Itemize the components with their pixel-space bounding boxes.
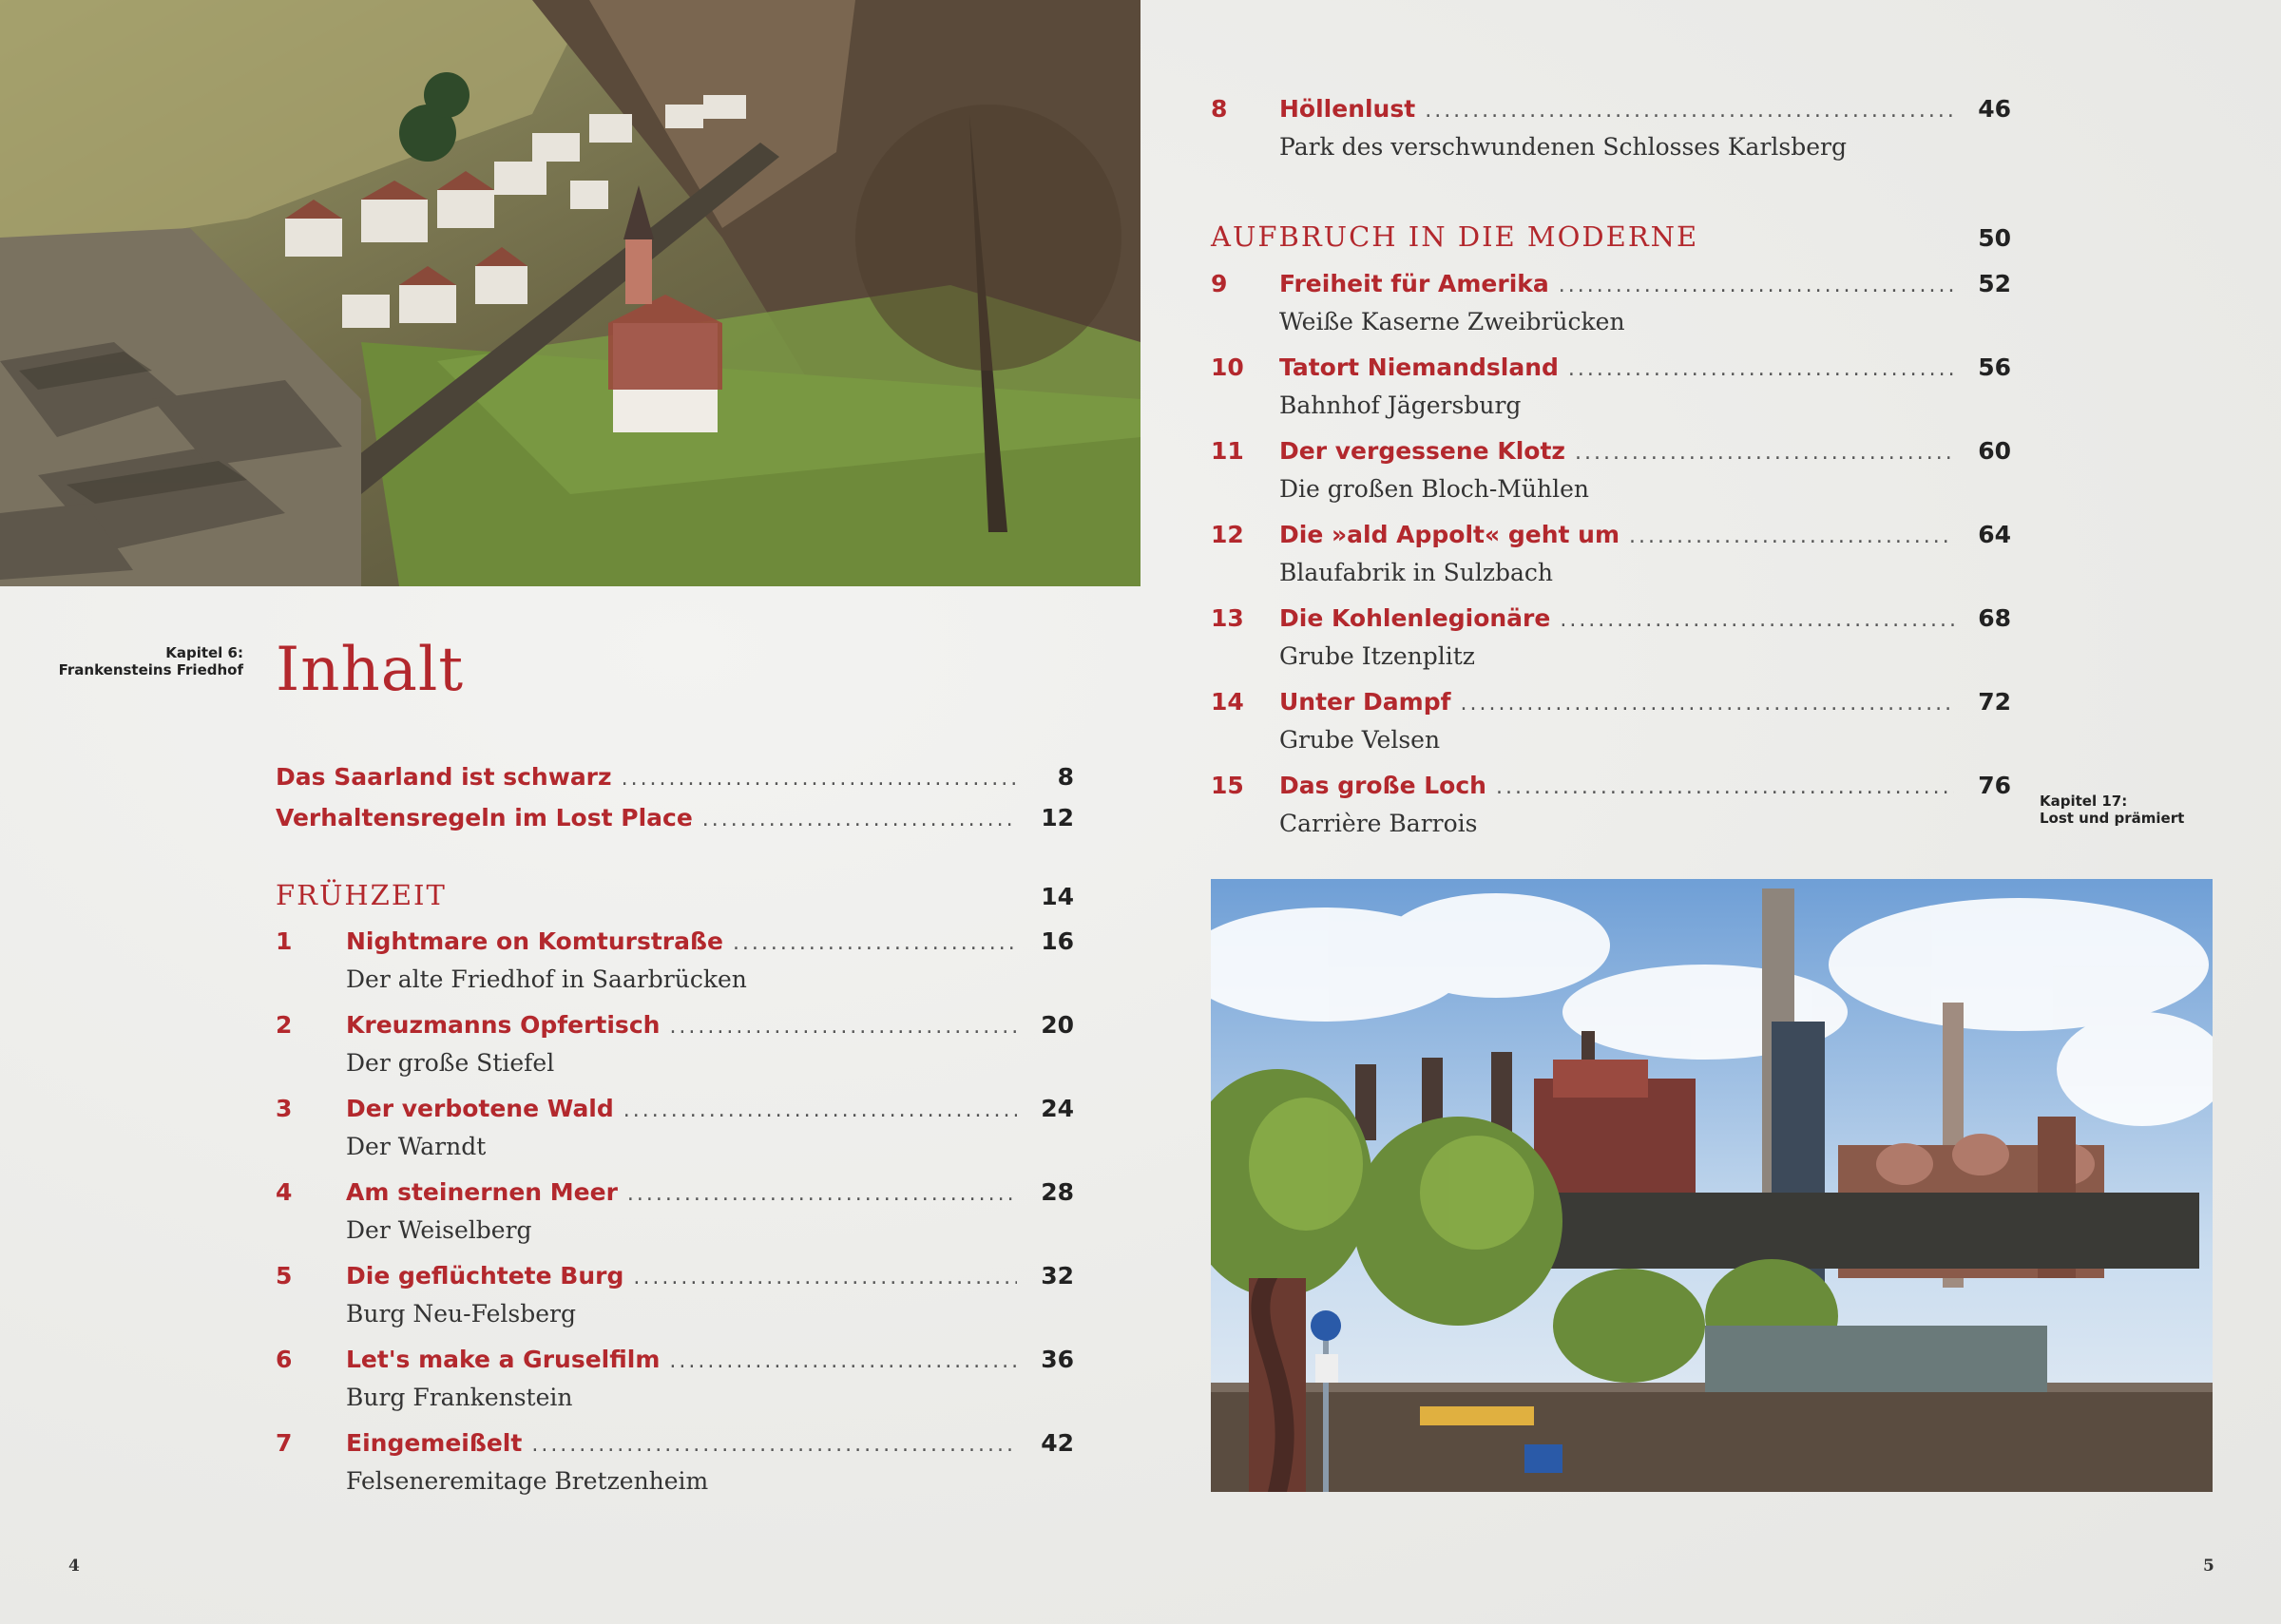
toc-entry-title: Verhaltensregeln im Lost Place — [276, 804, 693, 831]
toc-intro-entry[interactable] — [276, 804, 1074, 831]
toc-entry-number: 15 — [1211, 772, 1244, 799]
toc-entry[interactable] — [1279, 521, 2011, 548]
leader-dots — [1496, 775, 1954, 799]
toc-entry-number: 8 — [1211, 95, 1228, 123]
toc-page-number: 46 — [1978, 95, 2011, 123]
toc-entry-title: Am steinernen Meer — [346, 1178, 618, 1206]
leader-dots — [622, 767, 1017, 791]
photo-industrial-plant — [1211, 879, 2213, 1492]
toc-entry-subtitle: Grube Velsen — [1279, 726, 1441, 754]
photo-caption-left — [57, 644, 243, 678]
leader-dots — [1559, 274, 1954, 297]
toc-entry-subtitle: Der Weiselberg — [346, 1216, 532, 1244]
toc-page-number: 36 — [1041, 1346, 1074, 1373]
toc-page-number: 12 — [1041, 804, 1074, 831]
toc-entry-subtitle: Felseneremitage Bretzenheim — [346, 1467, 709, 1495]
toc-entry-title: Die Kohlenlegionäre — [1279, 604, 1551, 632]
toc-entry-subtitle: Der alte Friedhof in Saarbrücken — [346, 965, 747, 993]
toc-page-number: 76 — [1978, 772, 2011, 799]
caption-line: Frankensteins Friedhof — [58, 661, 243, 678]
toc-entry[interactable] — [1279, 772, 2011, 799]
page-title: Inhalt — [276, 635, 465, 705]
toc-entry[interactable] — [1279, 95, 2011, 123]
toc-page-number: 16 — [1041, 927, 1074, 955]
caption-line: Kapitel 6: — [165, 644, 243, 661]
toc-entry[interactable] — [1279, 688, 2011, 716]
toc-entry-title: Die »ald Appolt« geht um — [1279, 521, 1620, 548]
toc-entry-number: 5 — [276, 1262, 293, 1290]
toc-section-heading[interactable] — [1211, 220, 2011, 253]
leader-dots — [1629, 525, 1954, 548]
toc-entry[interactable] — [346, 1011, 1074, 1039]
toc-entry-subtitle: Grube Itzenplitz — [1279, 642, 1475, 670]
toc-entry-number: 1 — [276, 927, 293, 955]
toc-page-number: 14 — [1041, 883, 1074, 910]
caption-line: Kapitel 17: — [2040, 793, 2128, 810]
toc-entry-subtitle: Weiße Kaserne Zweibrücken — [1279, 308, 1625, 335]
toc-entry-title: Nightmare on Komturstraße — [346, 927, 723, 955]
toc-entry-subtitle: Die großen Bloch-Mühlen — [1279, 475, 1589, 503]
toc-entry-subtitle: Der Warndt — [346, 1133, 487, 1160]
toc-entry[interactable] — [346, 1262, 1074, 1290]
toc-entry-title: Höllenlust — [1279, 95, 1416, 123]
toc-entry-title: Das große Loch — [1279, 772, 1486, 799]
toc-page-number: 52 — [1978, 270, 2011, 297]
leader-dots — [623, 1099, 1017, 1122]
toc-page-number: 56 — [1978, 353, 2011, 381]
leader-dots — [1575, 441, 1954, 465]
toc-entry-subtitle: Blaufabrik in Sulzbach — [1279, 559, 1554, 586]
toc-entry-subtitle: Der große Stiefel — [346, 1049, 555, 1077]
leader-dots — [669, 1349, 1017, 1373]
toc-entry-number: 4 — [276, 1178, 293, 1206]
toc-entry-title: Kreuzmanns Opfertisch — [346, 1011, 661, 1039]
toc-page-number: 64 — [1978, 521, 2011, 548]
leader-dots — [627, 1182, 1017, 1206]
photo-caption-right — [2040, 793, 2230, 827]
toc-entry[interactable] — [1279, 270, 2011, 297]
page-number-left: 4 — [68, 1557, 80, 1576]
toc-page-number: 72 — [1978, 688, 2011, 716]
toc-entry-number: 7 — [276, 1429, 293, 1457]
toc-entry-subtitle: Bahnhof Jägersburg — [1279, 392, 1522, 419]
toc-entry-subtitle: Carrière Barrois — [1279, 810, 1478, 837]
toc-entry[interactable] — [346, 1429, 1074, 1457]
toc-entry-title: Freiheit für Amerika — [1279, 270, 1549, 297]
toc-entry-subtitle: Burg Frankenstein — [346, 1384, 573, 1411]
toc-entry[interactable] — [1279, 604, 2011, 632]
caption-line: Lost und prämiert — [2040, 810, 2185, 827]
toc-entry-number: 14 — [1211, 688, 1244, 716]
toc-entry-title: Das Saarland ist schwarz — [276, 763, 612, 791]
toc-entry[interactable] — [1279, 437, 2011, 465]
toc-entry-number: 11 — [1211, 437, 1244, 465]
toc-page-number: 28 — [1041, 1178, 1074, 1206]
toc-page-number: 8 — [1057, 763, 1074, 791]
toc-entry-title: Unter Dampf — [1279, 688, 1451, 716]
toc-entry-title: Der verbotene Wald — [346, 1095, 614, 1122]
toc-entry-number: 12 — [1211, 521, 1244, 548]
toc-page-number: 24 — [1041, 1095, 1074, 1122]
toc-entry-title: Der vergessene Klotz — [1279, 437, 1565, 465]
page-number-right: 5 — [2203, 1557, 2214, 1576]
leader-dots — [1568, 357, 1954, 381]
toc-page-number: 20 — [1041, 1011, 1074, 1039]
toc-entry[interactable] — [346, 1178, 1074, 1206]
toc-entry-title: Let's make a Gruselfilm — [346, 1346, 661, 1373]
toc-entry-number: 13 — [1211, 604, 1244, 632]
toc-page-number: 42 — [1041, 1429, 1074, 1457]
toc-intro-entry[interactable] — [276, 763, 1074, 791]
toc-entry-number: 10 — [1211, 353, 1244, 381]
toc-entry[interactable] — [346, 927, 1074, 955]
toc-entry-number: 6 — [276, 1346, 293, 1373]
toc-entry-subtitle: Burg Neu-Felsberg — [346, 1300, 576, 1328]
toc-entry-title: Tatort Niemandsland — [1279, 353, 1559, 381]
leader-dots — [669, 1015, 1017, 1039]
toc-entry[interactable] — [346, 1346, 1074, 1373]
leader-dots — [633, 1266, 1017, 1290]
toc-page-number: 50 — [1978, 224, 2011, 252]
leader-dots — [531, 1433, 1017, 1457]
toc-entry-number: 9 — [1211, 270, 1228, 297]
leader-dots — [1560, 608, 1954, 632]
toc-entry-title: Eingemeißelt — [346, 1429, 523, 1457]
toc-entry-number: 2 — [276, 1011, 293, 1039]
toc-entry[interactable] — [346, 1095, 1074, 1122]
section-label: FRÜHZEIT — [276, 879, 447, 911]
leader-dots — [1425, 99, 1954, 123]
toc-entry-title: Die geflüchtete Burg — [346, 1262, 624, 1290]
section-label: AUFBRUCH IN DIE MODERNE — [1211, 220, 1699, 253]
toc-entry[interactable] — [1279, 353, 2011, 381]
toc-page-number: 68 — [1978, 604, 2011, 632]
leader-dots — [733, 931, 1017, 955]
toc-page-number: 60 — [1978, 437, 2011, 465]
photo-village-valley — [0, 0, 1140, 586]
toc-page-number: 32 — [1041, 1262, 1074, 1290]
toc-entry-subtitle: Park des verschwundenen Schlosses Karlsberg — [1279, 133, 1847, 161]
leader-dots — [1460, 692, 1954, 716]
toc-section-heading[interactable] — [276, 879, 1074, 911]
toc-entry-number: 3 — [276, 1095, 293, 1122]
leader-dots — [702, 808, 1017, 831]
